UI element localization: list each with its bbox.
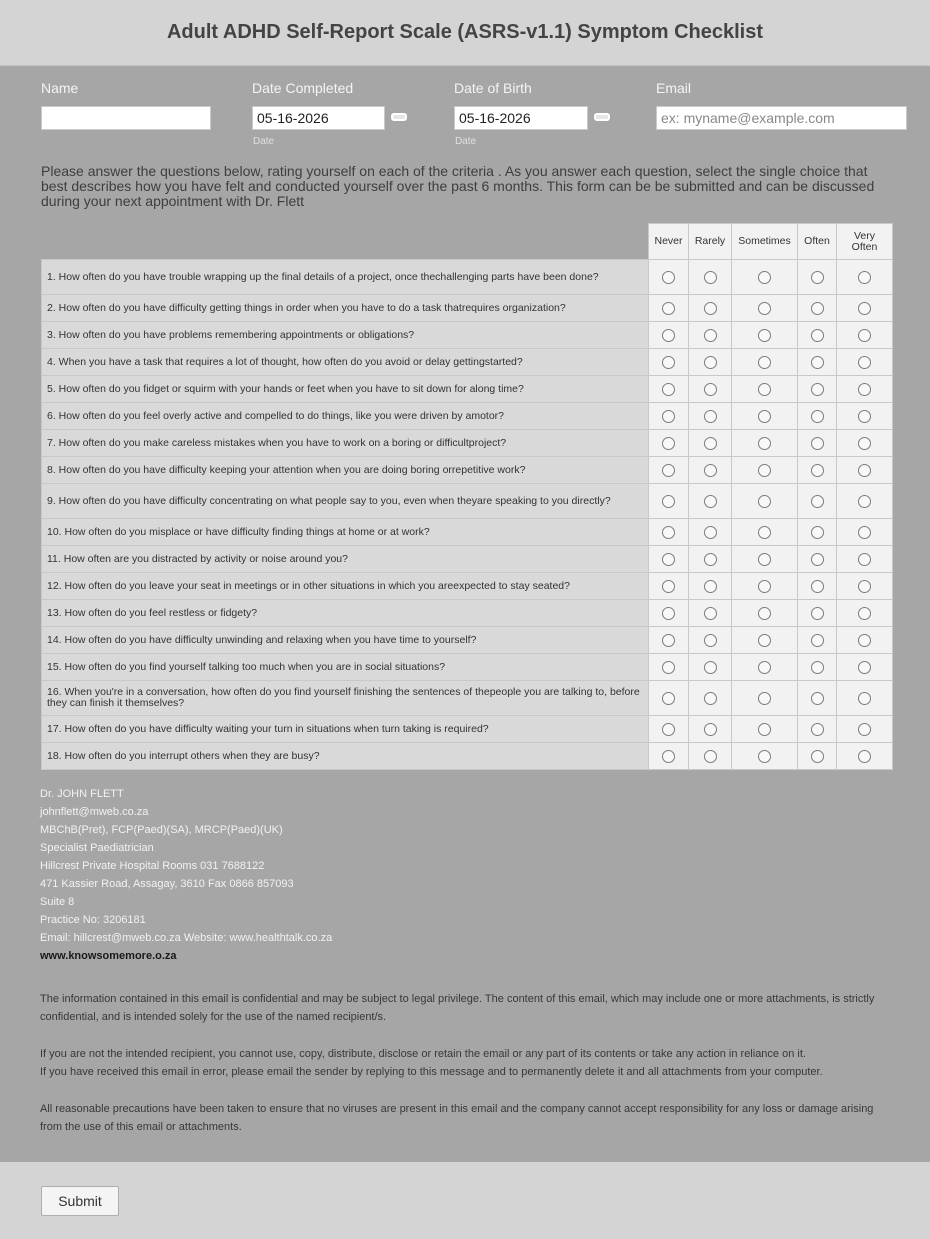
rating-radio[interactable] [758, 437, 771, 450]
column-header: Often [798, 224, 837, 260]
rating-radio[interactable] [811, 692, 824, 705]
rating-radio[interactable] [662, 437, 675, 450]
instructions-text: Please answer the questions below, rating yourself on each of the criteria . As you answer each question, select the single choice that best describes how you have felt and conducted yourself over the past 6 months. This form can be be submitted and can be discussed during your next appointment with Dr. Flett [41, 163, 875, 209]
rating-radio[interactable] [811, 661, 824, 674]
rating-radio[interactable] [704, 607, 717, 620]
table-row [42, 654, 893, 681]
radio-cell [689, 681, 732, 716]
radio-cell [798, 573, 837, 600]
radio-cell [689, 546, 732, 573]
radio-cell [798, 716, 837, 743]
question-text: 12. How often do you leave your seat in meetings or in other situations in which you areexpected to stay seated? [42, 573, 649, 600]
column-header: Rarely [689, 224, 732, 260]
radio-cell [689, 349, 732, 376]
signature-line: MBChB(Pret), FCP(Paed)(SA), MRCP(Paed)(UK) [40, 824, 283, 836]
rating-radio[interactable] [662, 553, 675, 566]
signature-line: Dr. JOHN FLETT [40, 788, 124, 800]
rating-radio[interactable] [811, 750, 824, 763]
question-text: 4. When you have a task that requires a lot of thought, how often do you avoid or delay gettingstarted? [42, 349, 649, 376]
question-text: 9. How often do you have difficulty concentrating on what people say to you, even when theyare speaking to you directly? [42, 484, 649, 519]
rating-radio[interactable] [858, 723, 871, 736]
rating-radio[interactable] [811, 410, 824, 423]
table-row [42, 573, 893, 600]
calendar-icon[interactable] [391, 113, 407, 121]
rating-radio[interactable] [662, 634, 675, 647]
radio-cell [732, 600, 798, 627]
rating-radio[interactable] [704, 271, 717, 284]
rating-radio[interactable] [758, 329, 771, 342]
radio-cell [732, 716, 798, 743]
rating-radio[interactable] [662, 410, 675, 423]
question-text: 1. How often do you have trouble wrapping up the final details of a project, once thechallenging parts have been done? [42, 260, 649, 295]
signature-line: johnflett@mweb.co.za [40, 806, 149, 818]
rating-radio[interactable] [704, 410, 717, 423]
radio-cell [732, 322, 798, 349]
doctor-signature [40, 785, 900, 965]
table-row [42, 403, 893, 430]
rating-radio[interactable] [662, 383, 675, 396]
radio-cell [837, 260, 893, 295]
form-title: Adult ADHD Self-Report Scale (ASRS-v1.1) Symptom Checklist [166, 21, 764, 43]
table-row [42, 600, 893, 627]
signature-line: Hillcrest Private Hospital Rooms 031 7688122 [40, 860, 265, 872]
date-completed-input[interactable] [252, 106, 385, 130]
submit-button[interactable]: Submit [41, 1186, 119, 1216]
rating-radio[interactable] [662, 750, 675, 763]
rating-radio[interactable] [811, 356, 824, 369]
radio-cell [837, 681, 893, 716]
rating-radio[interactable] [811, 723, 824, 736]
rating-radio[interactable] [858, 692, 871, 705]
table-row [42, 743, 893, 770]
rating-radio[interactable] [811, 580, 824, 593]
rating-radio[interactable] [662, 661, 675, 674]
question-text: 8. How often do you have difficulty keeping your attention when you are doing boring orrepetitive work? [42, 457, 649, 484]
radio-cell [798, 484, 837, 519]
radio-cell [837, 403, 893, 430]
radio-cell [798, 519, 837, 546]
radio-cell [837, 295, 893, 322]
symptom-checklist-table [41, 223, 893, 770]
rating-radio[interactable] [662, 580, 675, 593]
rating-radio[interactable] [811, 464, 824, 477]
rating-radio[interactable] [662, 526, 675, 539]
rating-radio[interactable] [704, 750, 717, 763]
rating-radio[interactable] [858, 495, 871, 508]
radio-cell [689, 743, 732, 770]
form-header [0, 0, 930, 66]
rating-radio[interactable] [704, 661, 717, 674]
rating-radio[interactable] [758, 495, 771, 508]
radio-cell [649, 716, 689, 743]
rating-radio[interactable] [858, 356, 871, 369]
rating-radio[interactable] [662, 607, 675, 620]
signature-line: 471 Kassier Road, Assagay, 3610 Fax 0866 857093 [40, 878, 294, 890]
radio-cell [649, 457, 689, 484]
rating-radio[interactable] [704, 634, 717, 647]
radio-cell [837, 376, 893, 403]
rating-radio[interactable] [758, 302, 771, 315]
table-row [42, 519, 893, 546]
rating-radio[interactable] [704, 464, 717, 477]
radio-cell [689, 716, 732, 743]
question-text: 2. How often do you have difficulty getting things in order when you have to do a task thatrequires organization? [42, 295, 649, 322]
radio-cell [798, 546, 837, 573]
radio-cell [837, 484, 893, 519]
radio-cell [649, 600, 689, 627]
rating-radio[interactable] [704, 526, 717, 539]
dob-sublabel: Date [455, 136, 477, 147]
rating-radio[interactable] [704, 383, 717, 396]
radio-cell [649, 349, 689, 376]
form-footer [0, 1162, 930, 1239]
radio-cell [689, 376, 732, 403]
radio-cell [798, 322, 837, 349]
radio-cell [732, 627, 798, 654]
radio-cell [798, 349, 837, 376]
table-row [42, 322, 893, 349]
signature-line: Specialist Paediatrician [40, 842, 154, 854]
rating-radio[interactable] [662, 464, 675, 477]
question-text: 3. How often do you have problems remembering appointments or obligations? [42, 322, 649, 349]
radio-cell [798, 295, 837, 322]
table-row [42, 376, 893, 403]
radio-cell [837, 349, 893, 376]
radio-cell [689, 519, 732, 546]
rating-radio[interactable] [858, 580, 871, 593]
rating-radio[interactable] [662, 723, 675, 736]
radio-cell [689, 295, 732, 322]
rating-radio[interactable] [858, 634, 871, 647]
table-row [42, 349, 893, 376]
rating-radio[interactable] [662, 271, 675, 284]
radio-cell [732, 403, 798, 430]
radio-cell [689, 403, 732, 430]
radio-cell [837, 654, 893, 681]
rating-radio[interactable] [704, 553, 717, 566]
question-text: 11. How often are you distracted by activity or noise around you? [42, 546, 649, 573]
radio-cell [798, 654, 837, 681]
radio-cell [689, 627, 732, 654]
rating-radio[interactable] [704, 692, 717, 705]
disclaimer-paragraph: If you are not the intended recipient, you cannot use, copy, distribute, disclose or retain the email or any part of its contents or take any action in reliance on it. [40, 1048, 806, 1060]
rating-radio[interactable] [858, 607, 871, 620]
radio-cell [689, 430, 732, 457]
question-text: 13. How often do you feel restless or fidgety? [42, 600, 649, 627]
rating-radio[interactable] [858, 271, 871, 284]
rating-radio[interactable] [758, 607, 771, 620]
radio-cell [649, 260, 689, 295]
rating-radio[interactable] [662, 356, 675, 369]
rating-radio[interactable] [662, 302, 675, 315]
radio-cell [798, 403, 837, 430]
radio-cell [837, 743, 893, 770]
name-label: Name [41, 80, 79, 96]
radio-cell [837, 546, 893, 573]
radio-cell [689, 654, 732, 681]
rating-radio[interactable] [858, 302, 871, 315]
radio-cell [837, 457, 893, 484]
table-row [42, 716, 893, 743]
rating-radio[interactable] [704, 580, 717, 593]
rating-radio[interactable] [811, 383, 824, 396]
question-text: 15. How often do you find yourself talking too much when you are in social situations? [42, 654, 649, 681]
rating-radio[interactable] [811, 526, 824, 539]
rating-radio[interactable] [758, 692, 771, 705]
radio-cell [732, 430, 798, 457]
dob-label: Date of Birth [454, 80, 532, 96]
rating-radio[interactable] [758, 271, 771, 284]
disclaimer-paragraph: All reasonable precautions have been taken to ensure that no viruses are present in this email and the company cannot accept responsibility for any loss or damage arising from the use of this email or attachments. [40, 1103, 874, 1133]
radio-cell [732, 519, 798, 546]
column-header: Sometimes [732, 224, 798, 260]
radio-cell [732, 654, 798, 681]
table-row [42, 627, 893, 654]
dob-input[interactable] [454, 106, 588, 130]
radio-cell [649, 430, 689, 457]
column-header: Never [649, 224, 689, 260]
signature-line: Practice No: 3206181 [40, 914, 146, 926]
radio-cell [689, 322, 732, 349]
table-row [42, 681, 893, 716]
rating-radio[interactable] [758, 723, 771, 736]
signature-line: Email: hillcrest@mweb.co.za Website: www.healthtalk.co.za [40, 932, 333, 944]
rating-radio[interactable] [704, 302, 717, 315]
radio-cell [649, 573, 689, 600]
rating-radio[interactable] [811, 634, 824, 647]
rating-radio[interactable] [758, 526, 771, 539]
radio-cell [649, 743, 689, 770]
rating-radio[interactable] [858, 553, 871, 566]
email-input[interactable] [656, 106, 907, 130]
radio-cell [837, 573, 893, 600]
date-completed-label: Date Completed [252, 80, 354, 96]
rating-radio[interactable] [811, 495, 824, 508]
rating-radio[interactable] [811, 271, 824, 284]
radio-cell [732, 484, 798, 519]
radio-cell [732, 260, 798, 295]
rating-radio[interactable] [758, 634, 771, 647]
table-row [42, 484, 893, 519]
question-text: 5. How often do you fidget or squirm with your hands or feet when you have to sit down for along time? [42, 376, 649, 403]
table-row [42, 457, 893, 484]
rating-radio[interactable] [858, 526, 871, 539]
rating-radio[interactable] [758, 661, 771, 674]
rating-radio[interactable] [758, 580, 771, 593]
rating-radio[interactable] [704, 356, 717, 369]
radio-cell [649, 519, 689, 546]
name-input[interactable] [41, 106, 211, 130]
question-text: 10. How often do you misplace or have difficulty finding things at home or at work? [42, 519, 649, 546]
radio-cell [798, 260, 837, 295]
rating-radio[interactable] [811, 329, 824, 342]
rating-radio[interactable] [858, 329, 871, 342]
table-header-row [42, 224, 893, 260]
radio-cell [649, 376, 689, 403]
question-text: 6. How often do you feel overly active and compelled to do things, like you were driven by amotor? [42, 403, 649, 430]
radio-cell [732, 349, 798, 376]
radio-cell [689, 600, 732, 627]
rating-radio[interactable] [704, 723, 717, 736]
table-row [42, 260, 893, 295]
signature-line: Suite 8 [40, 896, 75, 908]
radio-cell [732, 573, 798, 600]
date-completed-sublabel: Date [253, 136, 275, 147]
radio-cell [689, 260, 732, 295]
table-row [42, 295, 893, 322]
rating-radio[interactable] [811, 302, 824, 315]
radio-cell [732, 295, 798, 322]
radio-cell [732, 681, 798, 716]
radio-cell [649, 322, 689, 349]
rating-radio[interactable] [811, 553, 824, 566]
table-row [42, 546, 893, 573]
rating-radio[interactable] [662, 692, 675, 705]
column-header: Very Often [837, 224, 893, 260]
radio-cell [732, 546, 798, 573]
rating-radio[interactable] [858, 383, 871, 396]
rating-radio[interactable] [662, 495, 675, 508]
radio-cell [837, 430, 893, 457]
disclaimer-paragraph: The information contained in this email is confidential and may be subject to legal privilege. The content of this email, which may include one or more attachments, is strictly confidential, and is intended solely for the use of the named recipient/s. [40, 993, 875, 1023]
calendar-icon[interactable] [594, 113, 610, 121]
radio-cell [798, 627, 837, 654]
email-label: Email [656, 80, 692, 96]
rating-radio[interactable] [858, 661, 871, 674]
rating-radio[interactable] [704, 495, 717, 508]
question-text: 16. When you're in a conversation, how often do you find yourself finishing the sentences of thepeople you are talking to, before they can finish it themselves? [42, 681, 649, 716]
rating-radio[interactable] [858, 437, 871, 450]
radio-cell [837, 627, 893, 654]
rating-radio[interactable] [758, 356, 771, 369]
website-link[interactable]: www.knowsomemore.o.za [40, 950, 177, 962]
radio-cell [798, 430, 837, 457]
rating-radio[interactable] [858, 464, 871, 477]
radio-cell [798, 457, 837, 484]
rating-radio[interactable] [758, 464, 771, 477]
rating-radio[interactable] [811, 437, 824, 450]
radio-cell [649, 681, 689, 716]
radio-cell [689, 573, 732, 600]
radio-cell [837, 716, 893, 743]
rating-radio[interactable] [858, 410, 871, 423]
rating-radio[interactable] [758, 553, 771, 566]
radio-cell [798, 743, 837, 770]
question-text: 7. How often do you make careless mistakes when you have to work on a boring or difficultproject? [42, 430, 649, 457]
radio-cell [649, 627, 689, 654]
radio-cell [649, 403, 689, 430]
radio-cell [689, 484, 732, 519]
question-text: 17. How often do you have difficulty waiting your turn in situations when turn taking is required? [42, 716, 649, 743]
table-row [42, 430, 893, 457]
question-text: 14. How often do you have difficulty unwinding and relaxing when you have time to yourself? [42, 627, 649, 654]
radio-cell [837, 600, 893, 627]
rating-radio[interactable] [704, 437, 717, 450]
rating-radio[interactable] [858, 750, 871, 763]
radio-cell [837, 519, 893, 546]
rating-radio[interactable] [758, 750, 771, 763]
radio-cell [798, 681, 837, 716]
rating-radio[interactable] [662, 329, 675, 342]
disclaimer-paragraph: If you have received this email in error, please email the sender by replying to this message and to permanently delete it and all attachments from your computer. [40, 1066, 823, 1078]
rating-radio[interactable] [704, 329, 717, 342]
radio-cell [732, 376, 798, 403]
rating-radio[interactable] [758, 410, 771, 423]
radio-cell [837, 322, 893, 349]
radio-cell [649, 546, 689, 573]
radio-cell [649, 484, 689, 519]
radio-cell [798, 376, 837, 403]
radio-cell [649, 295, 689, 322]
rating-radio[interactable] [811, 607, 824, 620]
rating-radio[interactable] [758, 383, 771, 396]
question-text: 18. How often do you interrupt others when they are busy? [42, 743, 649, 770]
radio-cell [649, 654, 689, 681]
radio-cell [732, 743, 798, 770]
radio-cell [732, 457, 798, 484]
radio-cell [798, 600, 837, 627]
radio-cell [689, 457, 732, 484]
header-spacer [42, 224, 649, 260]
